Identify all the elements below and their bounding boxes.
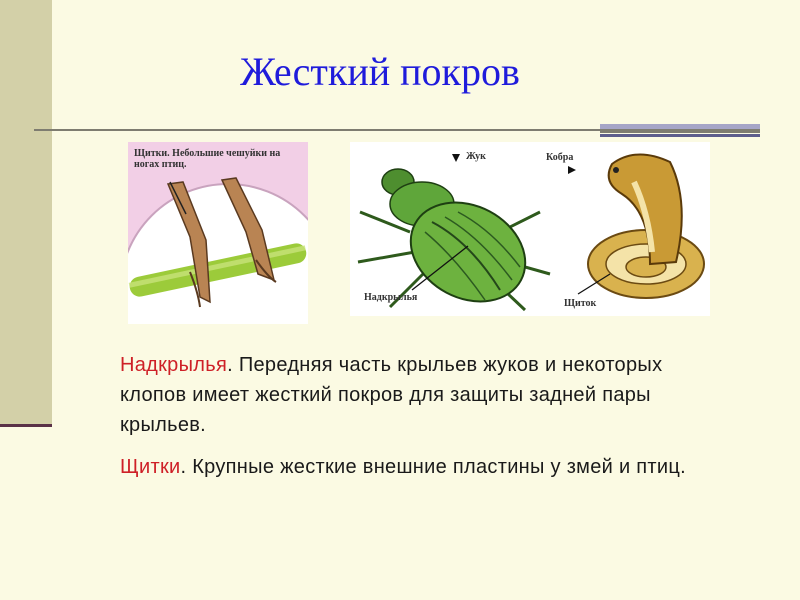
elytra-label: Надкрылья [364,292,418,303]
cobra-label: Кобра [546,152,574,163]
beetle-cobra-image [350,142,710,316]
divider-accent [600,124,760,137]
beetle-cobra-drawing [350,142,710,316]
slide-title: Жесткий покров [240,49,520,94]
side-bar-underline [0,424,52,427]
bird-feet-caption: Щитки. Небольшие чешуйки на ногах птиц. [134,148,281,170]
bird-feet-drawing [128,142,308,324]
bird-feet-image [128,142,308,324]
paragraph-scutes-text: . Крупные жесткие внешние пластины у змей и птиц. [180,456,686,478]
term-scutes: Щитки [120,456,181,478]
beetle-label: Жук [466,151,486,162]
term-elytra: Надкрылья [120,354,228,376]
scute-label: Щиток [564,298,597,309]
paragraph-elytra-text: . Передняя часть крыльев жуков и некоторых клопов имеет жесткий покров для защиты задней пары крыльев. [120,354,663,436]
paragraph-elytra [120,350,720,440]
paragraph-scutes [120,452,720,482]
